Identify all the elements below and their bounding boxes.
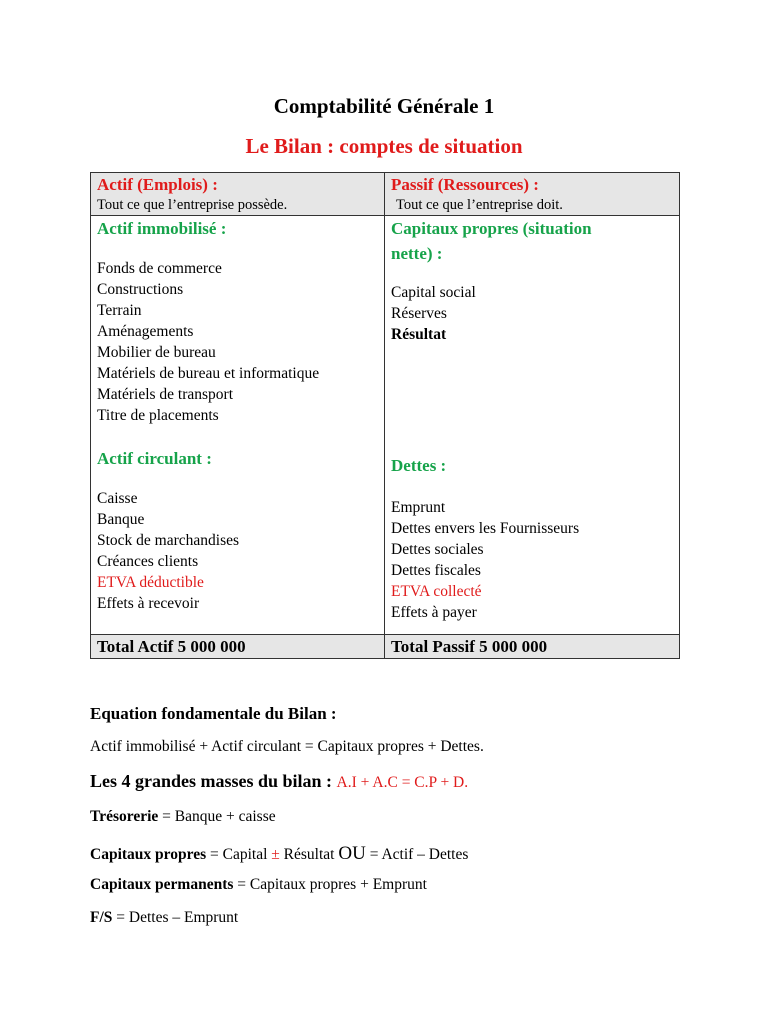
list-item: Dettes sociales: [391, 541, 484, 558]
list-item: Stock de marchandises: [97, 532, 240, 549]
capitaux-propres-definition: [90, 843, 468, 865]
table-total-row: [91, 635, 680, 659]
list-item: Dettes envers les Fournisseurs: [391, 520, 580, 537]
passif-cell: [385, 216, 680, 635]
capitaux-propres-title-line2: nette) :: [391, 244, 443, 263]
dettes-title: Dettes :: [391, 456, 447, 475]
fs-formula: = Dettes – Emprunt: [112, 909, 239, 926]
capitaux-propres-formula-part1: = Capital: [206, 846, 272, 863]
actif-header: Actif (Emplois) :: [97, 175, 218, 194]
list-item: Fonds de commerce: [97, 260, 222, 277]
list-item: Créances clients: [97, 553, 199, 570]
actif-immobilise-title: Actif immobilisé :: [97, 219, 227, 238]
list-item: Emprunt: [391, 499, 446, 516]
passif-header: Passif (Ressources) :: [391, 175, 539, 194]
list-item: Matériels de transport: [97, 386, 234, 403]
list-item: Titre de placements: [97, 407, 219, 424]
list-item: Réserves: [391, 305, 447, 322]
capitaux-permanents-formula: = Capitaux propres + Emprunt: [233, 876, 427, 893]
actif-description: Tout ce que l’entreprise possède.: [97, 197, 288, 213]
bilan-table: [90, 172, 680, 659]
masses-label: Les 4 grandes masses du bilan :: [90, 771, 333, 791]
capitaux-propres-title-line1: Capitaux propres (situation: [391, 219, 592, 238]
capitaux-propres-title: [391, 216, 673, 266]
tresorerie-definition: [90, 808, 276, 826]
capitaux-propres-formula-part3: = Actif – Dettes: [365, 846, 469, 863]
list-item: Mobilier de bureau: [97, 344, 216, 361]
page-title: Comptabilité Générale 1: [273, 94, 495, 118]
masses-formula: A.I + A.C = C.P + D.: [336, 774, 469, 791]
ou-connector: OU: [338, 843, 366, 864]
list-item: Banque: [97, 511, 145, 528]
list-item-etva-deductible: ETVA déductible: [97, 574, 204, 591]
list-item: Caisse: [97, 490, 138, 507]
total-passif: Total Passif 5 000 000: [385, 635, 680, 659]
capitaux-permanents-label: Capitaux permanents: [90, 876, 234, 893]
list-item: Effets à recevoir: [97, 595, 200, 612]
masses-line: [90, 771, 468, 792]
capitaux-propres-formula-part2: Résultat: [279, 846, 339, 863]
equation-text: Actif immobilisé + Actif circulant = Capitaux propres + Dettes.: [90, 738, 484, 755]
page-subtitle: Le Bilan : comptes de situation: [245, 134, 523, 158]
tresorerie-label: Trésorerie: [90, 808, 159, 825]
list-item: Terrain: [97, 302, 142, 319]
list-item-resultat: Résultat: [391, 326, 447, 343]
list-item: Capital social: [391, 284, 476, 301]
list-item: Dettes fiscales: [391, 562, 481, 579]
list-item: Constructions: [97, 281, 184, 298]
actif-header-cell: [91, 173, 385, 216]
table-header-row: [91, 173, 680, 216]
list-item: Aménagements: [97, 323, 194, 340]
plus-minus-sign: ±: [271, 846, 280, 863]
capitaux-propres-label: Capitaux propres: [90, 846, 207, 863]
list-item: Effets à payer: [391, 604, 477, 621]
capitaux-permanents-definition: [90, 876, 427, 894]
tresorerie-formula: = Banque + caisse: [158, 808, 276, 825]
actif-circulant-title: Actif circulant :: [97, 449, 212, 468]
fs-label: F/S: [90, 909, 113, 926]
passif-header-cell: [385, 173, 680, 216]
actif-cell: [91, 216, 385, 635]
fs-definition: [90, 909, 238, 927]
passif-description: Tout ce que l’entreprise doit.: [396, 197, 563, 213]
total-actif: Total Actif 5 000 000: [91, 635, 385, 659]
list-item-etva-collecte: ETVA collecté: [391, 583, 482, 600]
equation-title: Equation fondamentale du Bilan :: [90, 704, 337, 723]
table-body-row: [91, 216, 680, 635]
list-item: Matériels de bureau et informatique: [97, 365, 320, 382]
